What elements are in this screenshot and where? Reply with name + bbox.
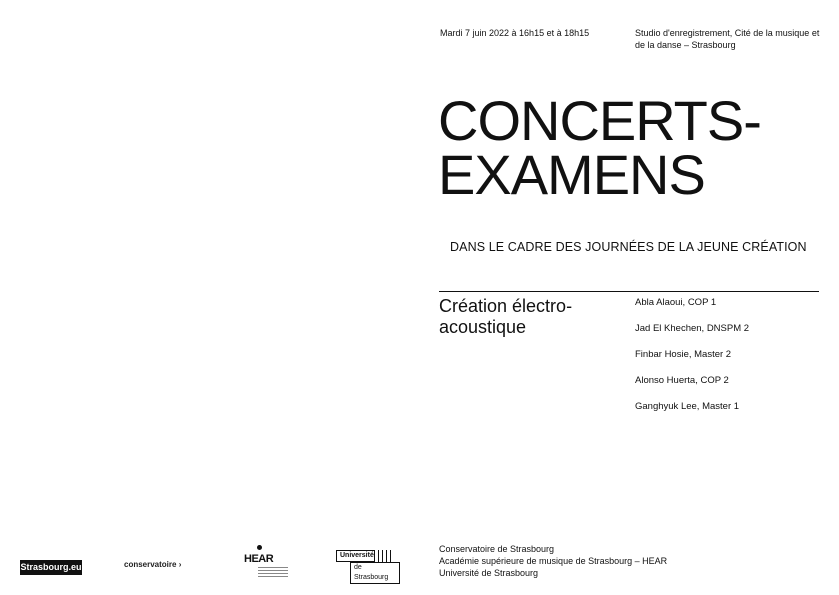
organization-item: Conservatoire de Strasbourg: [439, 544, 555, 554]
section-title-line-1: Création électro-: [439, 296, 573, 316]
strasbourg-logo: Strasbourg.eu: [20, 560, 82, 575]
performer-item: Ganghyuk Lee, Master 1: [635, 401, 740, 412]
performer-list: [635, 297, 749, 427]
organizations-list: [439, 543, 667, 579]
dot-icon: [257, 545, 262, 550]
performer-item: Finbar Hosie, Master 2: [635, 349, 732, 360]
divider: [439, 291, 819, 292]
organization-item: Académie supérieure de musique de Strasbourg – HEAR: [439, 556, 668, 566]
performer-item: Abla Alaoui, COP 1: [635, 297, 717, 308]
chevron-right-icon: ›: [178, 560, 182, 569]
conservatoire-logo-text: conservatoire: [124, 560, 177, 569]
columns-icon: [374, 550, 391, 562]
conservatoire-logo: [124, 560, 181, 569]
university-logo-top: Université: [336, 550, 378, 562]
section-title: [439, 296, 619, 338]
performer-item: Alonso Huerta, COP 2: [635, 375, 729, 386]
hear-logo-lines: [258, 567, 288, 579]
university-logo: [336, 550, 400, 581]
event-venue: Studio d'enregistrement, Cité de la musique et de la danse – Strasbourg: [635, 28, 820, 50]
organization-item: Université de Strasbourg: [439, 568, 539, 578]
subtitle: DANS LE CADRE DES JOURNÉES DE LA JEUNE CRÉATION: [450, 240, 807, 254]
main-title-line-2: EXAMENS: [438, 143, 705, 206]
performer-item: Jad El Khechen, DNSPM 2: [635, 323, 750, 334]
hear-logo-text: HEAR: [244, 553, 274, 565]
main-title-line-1: CONCERTS-: [438, 89, 761, 152]
section-title-line-2: acoustique: [439, 317, 527, 337]
university-logo-bottom: de Strasbourg: [350, 562, 400, 584]
event-date: Mardi 7 juin 2022 à 16h15 et à 18h15: [440, 28, 590, 38]
main-title: [438, 89, 761, 206]
